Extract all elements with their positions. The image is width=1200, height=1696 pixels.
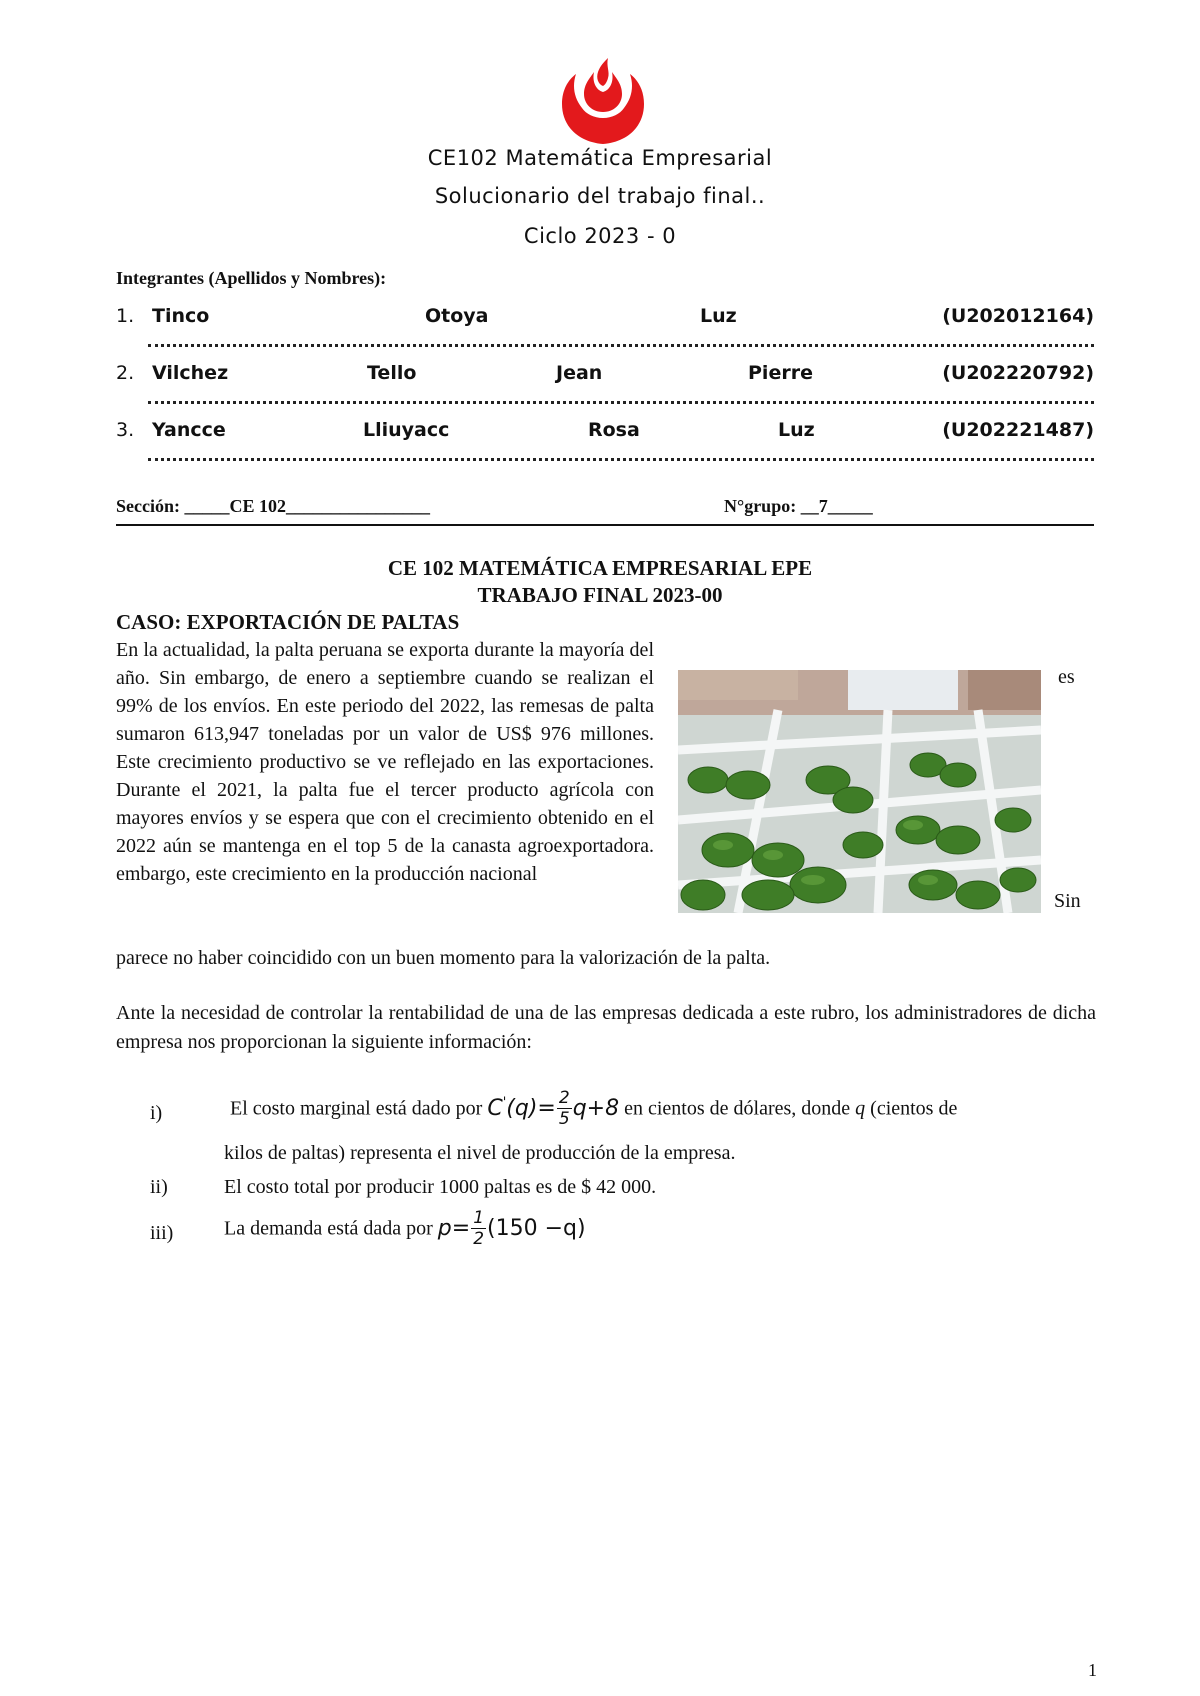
- document-subtitle: Solucionario del trabajo final..: [434, 184, 766, 208]
- member-lastname-1: Yancce: [152, 419, 226, 441]
- member-code: (U202221487): [942, 419, 1094, 441]
- case-intro-text: En la actualidad, la palta peruana se exporta durante la mayoría del año. Sin embargo, de enero a septiembre cuando se realizan el 99% de los envíos. En este periodo del 2022, las remesas de palta sumaron 613,947 toneladas por un valor de US$ 976 millones. Este crecimiento productivo se ve reflejado en las exportaciones. Durante el 2021, la palta fue el tercer producto agrícola con mayores envíos y se espera que con el crecimiento obtenido en el 2022 aún se mantenga en el top 5 de la canasta agroexportadora. embargo, este crecimiento en la producción nacional: [116, 639, 654, 885]
- dotted-line: [148, 395, 1094, 404]
- member-lastname-1: Vilchez: [152, 362, 229, 384]
- item-number: i): [150, 1102, 163, 1124]
- item-number: ii): [150, 1176, 168, 1198]
- item-var: q: [855, 1097, 866, 1120]
- denominator: 2: [473, 1229, 485, 1249]
- item-text: kilos de paltas) representa el nivel de producción de la empresa.: [224, 1142, 736, 1164]
- cycle-label: Ciclo 2023 - 0: [523, 224, 677, 248]
- member-lastname-2: Lliuyacc: [363, 419, 450, 441]
- exam-title-1: CE 102 MATEMÁTICA EMPRESARIAL EPE: [387, 556, 813, 580]
- formula-marginal-cost: [487, 1088, 620, 1129]
- group-field: N°grupo: __7_____: [724, 496, 873, 516]
- formula-demand: [437, 1208, 586, 1249]
- item-text: El costo marginal está dado por: [230, 1097, 483, 1120]
- item-text: La demanda está dada por: [224, 1217, 433, 1240]
- section-field: Sección: _____CE 102________________: [116, 496, 430, 516]
- member-code: (U202012164): [942, 305, 1094, 327]
- member-row: [116, 362, 1094, 390]
- item-marginal-cost: [230, 1088, 957, 1129]
- dotted-line: [148, 452, 1094, 461]
- formula-part: p=: [437, 1215, 471, 1241]
- member-lastname-1: Tinco: [152, 305, 210, 327]
- numerator: 2: [558, 1088, 570, 1108]
- formula-part: ': [502, 1095, 507, 1111]
- denominator: 5: [558, 1109, 570, 1129]
- fraction: [471, 1208, 486, 1249]
- case-closing-line: parece no haber coincidido con un buen momento para la valorización de la palta.: [116, 947, 771, 969]
- member-secondname: Luz: [778, 419, 815, 441]
- case-title: CASO: EXPORTACIÓN DE PALTAS: [116, 610, 460, 634]
- avocado-crates-photo: [678, 670, 1041, 913]
- item-number: iii): [150, 1222, 174, 1244]
- member-firstname: Rosa: [588, 419, 640, 441]
- fraction: [557, 1088, 572, 1129]
- members-label: Integrantes (Apellidos y Nombres):: [116, 268, 387, 288]
- item-text: (cientos de: [870, 1097, 958, 1120]
- item-text: en cientos de dólares, donde: [624, 1097, 851, 1120]
- member-firstname: Luz: [700, 305, 737, 327]
- numerator: 1: [473, 1208, 485, 1228]
- divider: [116, 524, 1094, 526]
- page-number: 1: [1088, 1660, 1097, 1680]
- formula-part: (150 −q): [487, 1215, 586, 1241]
- member-lastname-2: Tello: [367, 362, 417, 384]
- formula-part: q+8: [572, 1095, 620, 1121]
- course-title: CE102 Matemática Empresarial: [427, 146, 773, 170]
- member-secondname: Pierre: [748, 362, 813, 384]
- item-demand: [224, 1208, 586, 1249]
- formula-part: C: [487, 1095, 503, 1121]
- side-word-sin: Sin: [1054, 890, 1081, 912]
- member-code: (U202220792): [942, 362, 1094, 384]
- formula-part: (q)=: [506, 1095, 556, 1121]
- member-firstname: Jean: [556, 362, 603, 384]
- dotted-line: [148, 338, 1094, 347]
- member-number: 3.: [116, 419, 135, 441]
- member-number: 1.: [116, 305, 135, 327]
- university-logo: [556, 56, 650, 146]
- member-number: 2.: [116, 362, 135, 384]
- exam-title-2: TRABAJO FINAL 2023-00: [477, 583, 723, 607]
- member-lastname-2: Otoya: [425, 305, 489, 327]
- item-total-cost: El costo total por producir 1000 paltas es de $ 42 000.: [224, 1176, 657, 1198]
- case-context-paragraph: Ante la necesidad de controlar la rentabilidad de una de las empresas dedicada a este rubro, los administradores de dicha empresa nos proporcionan la siguiente información:: [116, 1002, 1096, 1053]
- member-row: [116, 305, 1094, 333]
- member-row: [116, 419, 1094, 447]
- side-word-es: es: [1058, 666, 1075, 688]
